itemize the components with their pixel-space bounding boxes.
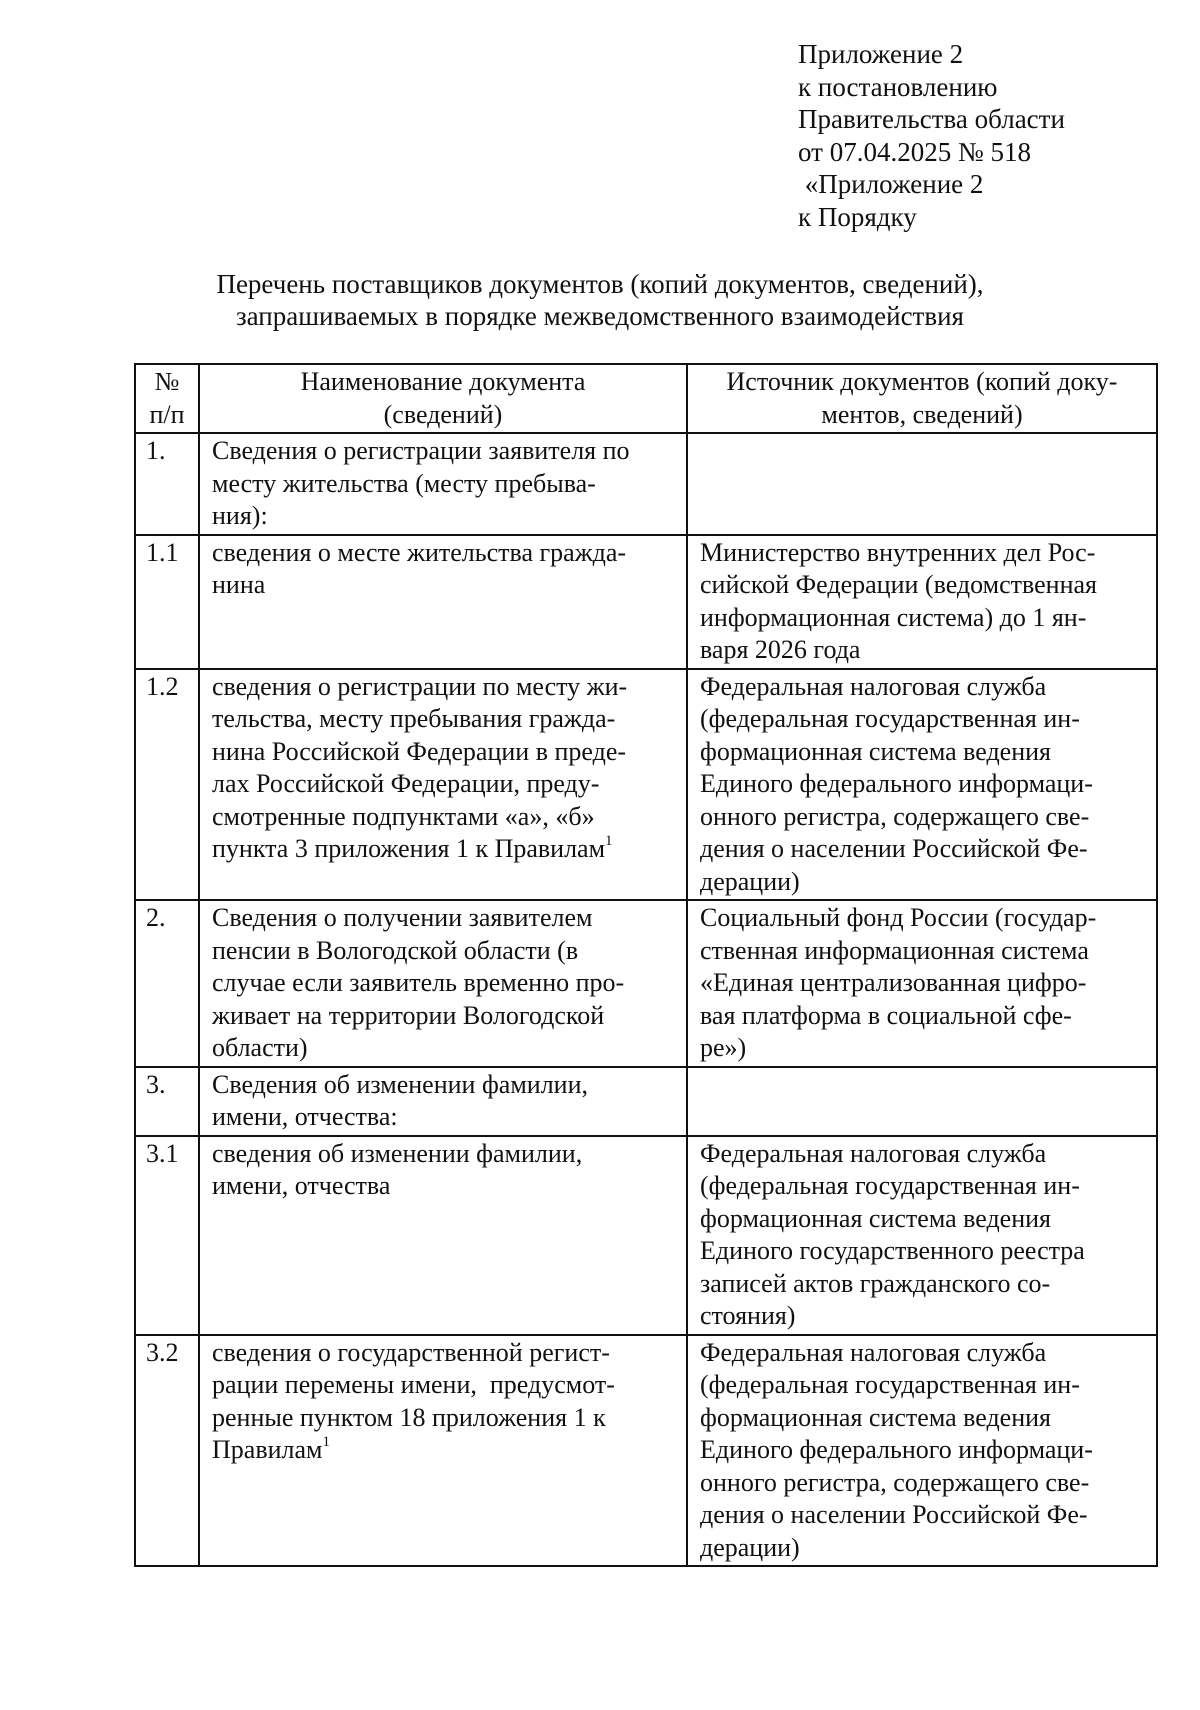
cell-line: дерации) [700, 1532, 800, 1562]
cell-line: «Единая централизованная цифро- [700, 968, 1087, 997]
cell-line: лах Российской Федерации, преду- [212, 769, 600, 798]
source-cell [687, 1335, 1157, 1567]
cell-line: сведения о месте жительства гражда- [212, 537, 627, 567]
cell-line: (федеральная государственная ин- [700, 1370, 1080, 1399]
row-number: 3. [135, 1067, 199, 1136]
cell-line: онного регистра, содержащего све- [700, 801, 1090, 831]
source-cell [687, 535, 1157, 669]
row-number: 3.2 [135, 1335, 199, 1567]
cell-line: сведения о государственной регист- [212, 1337, 610, 1367]
annex-line: «Приложение 2 [798, 169, 984, 199]
cell-line: Сведения об изменении фамилии, [212, 1069, 589, 1099]
cell-line: Министерство внутренних дел Рос- [700, 537, 1096, 567]
cell-line: имени, отчества [212, 1171, 391, 1200]
document-name-cell [199, 1335, 687, 1567]
cell-line: смотренные подпунктами «а», «б» [212, 801, 595, 831]
cell-line: формационная система ведения [700, 736, 1052, 766]
cell-line: Федеральная налоговая служба [700, 1138, 1047, 1168]
cell-line: Единого федерального информаци- [700, 1435, 1093, 1464]
annex-line: от 07.04.2025 № 518 [798, 136, 1031, 167]
annex-line: Приложение 2 [798, 39, 964, 69]
cell-line: Социальный фонд России (государ- [700, 903, 1097, 932]
document-name-cell [199, 669, 687, 901]
source-cell [687, 1067, 1157, 1136]
table-row [135, 1136, 1157, 1335]
title-line-2: запрашиваемых в порядке межведомственного взаимодействия [236, 301, 964, 331]
source-cell [687, 433, 1157, 535]
cell-line: месту жительства (месту пребыва- [212, 468, 596, 498]
footnote-marker: 1 [322, 1434, 330, 1450]
row-number: 1. [135, 433, 199, 535]
document-name-cell [199, 535, 687, 669]
source-cell [687, 1136, 1157, 1335]
annex-reference [798, 38, 1128, 233]
document-name-cell [199, 900, 687, 1067]
cell-line: имени, отчества: [212, 1102, 398, 1131]
cell-line: Единого федерального информаци- [700, 769, 1093, 798]
row-number: 3.1 [135, 1136, 199, 1335]
row-number: 1.2 [135, 669, 199, 901]
cell-line: тельства, месту пребывания гражда- [212, 704, 616, 733]
header-source-line-2: ментов, сведений) [821, 399, 1023, 429]
header-number-line-1: № [154, 367, 180, 396]
cell-line: сведения о регистрации по месту жи- [212, 671, 628, 701]
cell-line: формационная система ведения [700, 1402, 1052, 1432]
cell-line: рации перемены имени, предусмот- [212, 1370, 615, 1399]
table-header-row [135, 364, 1157, 433]
header-number-line-2: п/п [149, 399, 185, 429]
cell-line: записей актов гражданского со- [700, 1268, 1051, 1298]
table-row [135, 1335, 1157, 1567]
header-number [135, 364, 199, 433]
source-cell [687, 669, 1157, 901]
cell-line: стояния) [700, 1301, 796, 1330]
cell-line [212, 833, 678, 866]
cell-line: онного регистра, содержащего све- [700, 1467, 1090, 1497]
cell-line: формационная система ведения [700, 1203, 1052, 1233]
cell-line [212, 1434, 678, 1467]
table-row [135, 900, 1157, 1067]
cell-line: нина [212, 570, 266, 599]
cell-line: Сведения о получении заявителем [212, 903, 593, 932]
cell-line: дения о населении Российской Фе- [700, 1500, 1088, 1529]
annex-line: Правительства области [798, 104, 1065, 134]
header-source [687, 364, 1157, 433]
cell-line: вая платформа в социальной сфе- [700, 1000, 1072, 1030]
source-cell [687, 900, 1157, 1067]
cell-line: случае если заявитель временно про- [212, 968, 625, 997]
cell-line-text: Правилам [212, 1435, 323, 1464]
document-name-cell [199, 1136, 687, 1335]
cell-line: ния): [212, 501, 268, 530]
cell-line: Федеральная налоговая служба [700, 1337, 1047, 1367]
row-number: 1.1 [135, 535, 199, 669]
cell-line: нина Российской Федерации в преде- [212, 736, 627, 766]
cell-line: живает на территории Вологодской [212, 1000, 605, 1030]
cell-line: информационная система) до 1 ян- [700, 602, 1087, 632]
header-document-name [199, 364, 687, 433]
cell-line: области) [212, 1033, 308, 1062]
cell-line: ре») [700, 1033, 747, 1062]
cell-line: Федеральная налоговая служба [700, 671, 1047, 701]
title-line-1: Перечень поставщиков документов (копий документов, сведений), [216, 269, 984, 299]
cell-line: ренные пунктом 18 приложения 1 к [212, 1402, 606, 1432]
table-row [135, 669, 1157, 901]
annex-line: к постановлению [798, 71, 998, 102]
footnote-marker: 1 [605, 833, 613, 849]
cell-line: дения о населении Российской Фе- [700, 834, 1088, 863]
suppliers-table [134, 363, 1158, 1567]
cell-line: ственная информационная система [700, 935, 1089, 965]
cell-line-text: пункта 3 приложения 1 к Правилам [212, 834, 606, 863]
cell-line: (федеральная государственная ин- [700, 1171, 1080, 1200]
cell-line: сведения об изменении фамилии, [212, 1138, 583, 1168]
row-number: 2. [135, 900, 199, 1067]
header-name-line-2: (сведений) [383, 399, 503, 429]
cell-line: варя 2026 года [700, 635, 861, 664]
table-row [135, 1067, 1157, 1136]
document-name-cell [199, 1067, 687, 1136]
header-source-line-1: Источник документов (копий доку- [726, 367, 1118, 396]
cell-line: дерации) [700, 866, 800, 896]
table-row [135, 535, 1157, 669]
cell-line: (федеральная государственная ин- [700, 704, 1080, 733]
header-name-line-1: Наименование документа [300, 367, 586, 396]
cell-line: сийской Федерации (ведомственная [700, 570, 1097, 599]
cell-line: Единого государственного реестра [700, 1236, 1085, 1265]
cell-line: пенсии в Вологодской области (в [212, 935, 579, 965]
table-row [135, 433, 1157, 535]
document-name-cell [199, 433, 687, 535]
annex-line: к Порядку [798, 201, 917, 232]
cell-line: Сведения о регистрации заявителя по [212, 436, 630, 465]
document-title [120, 268, 1080, 332]
